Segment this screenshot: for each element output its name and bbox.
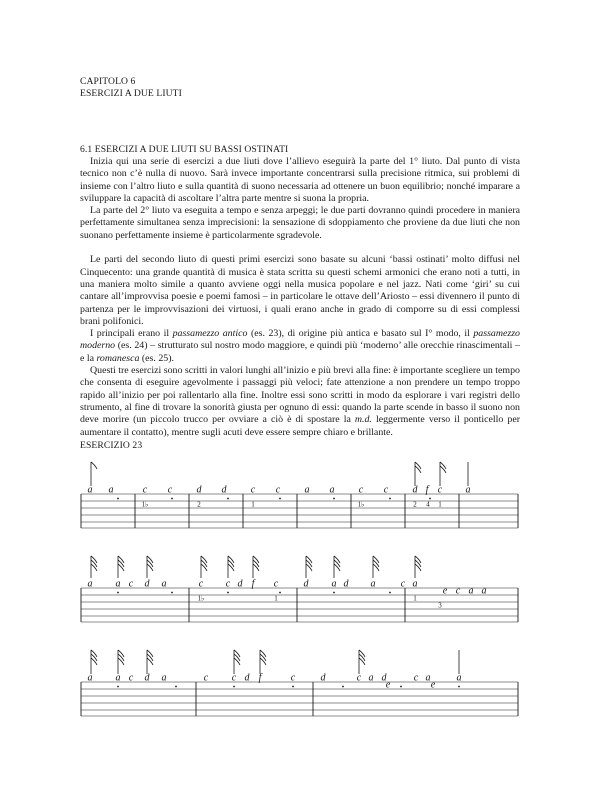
section-title: 6.1 ESERCIZI A DUE LIUTI SU BASSI OSTINATI xyxy=(80,144,289,155)
rhythm-flag-icon xyxy=(440,462,446,486)
tablature-system-2 xyxy=(0,552,600,652)
rhythm-flag-icon xyxy=(415,462,421,486)
tab-note: a xyxy=(108,484,114,496)
tab-note: e xyxy=(430,679,436,691)
tab-note: c xyxy=(128,672,134,684)
paragraph xyxy=(80,328,520,365)
tab-note: c xyxy=(383,484,389,496)
tab-dot xyxy=(171,592,173,594)
body-text xyxy=(80,156,520,439)
tab-note: d xyxy=(196,484,202,496)
tab-note: f xyxy=(258,672,262,684)
tab-dot xyxy=(227,498,229,500)
tab-note: a xyxy=(161,672,167,684)
tab-dot xyxy=(117,498,119,500)
tab-note: c xyxy=(167,484,173,496)
tablature-system-1 xyxy=(0,458,600,558)
rhythm-flag-icon xyxy=(228,556,234,578)
tab-note: a xyxy=(161,578,167,590)
text-run: (es. 23), di origine più antica e basato sul I° modo, il xyxy=(247,328,474,340)
tab-marks xyxy=(88,673,462,691)
tab-note: 2 xyxy=(197,500,201,509)
tab-note: c xyxy=(225,578,231,590)
tab-dot xyxy=(279,592,281,594)
text-run: leggermente verso il ponticello per aumentare il contatto), mentre sugli acuti deve essere sempre chiaro e brillante. xyxy=(80,414,520,438)
tab-note: c xyxy=(455,585,461,597)
tab-note: d xyxy=(144,672,150,684)
term-romanesca: romanesca xyxy=(96,352,140,364)
tab-marks xyxy=(88,485,471,509)
tab-note: a xyxy=(368,672,374,684)
tab-dot xyxy=(233,686,235,688)
tab-dot xyxy=(333,592,335,594)
rhythm-flag-icon xyxy=(334,556,340,578)
tab-dot xyxy=(117,592,119,594)
rhythm-flag-icon xyxy=(147,650,153,674)
tab-note: 4 xyxy=(426,500,430,509)
tab-note: a xyxy=(481,585,487,597)
rhythm-flag-icon xyxy=(306,556,312,578)
rhythm-flag-icon xyxy=(234,650,240,674)
text-run: (es. 24) – strutturato sul nostro modo maggiore, e quindi più ‘moderno’ alle orecchie rinascimentali – e la xyxy=(80,340,520,364)
tab-note: f xyxy=(425,484,429,496)
tab-note: a xyxy=(329,484,335,496)
rhythm-flag-icon xyxy=(91,462,97,486)
tab-dot xyxy=(292,686,294,688)
tab-dot xyxy=(117,686,119,688)
rhythm-flag-icon xyxy=(359,650,365,674)
text-run: (es. 25). xyxy=(139,352,174,364)
tab-note: 2 xyxy=(413,500,417,509)
paragraph: Le parti del secondo liuto di questi primi esercizi sono basate su alcuni ‘bassi ostinati’ molto diffusi nel Cinquecento: una grande quantità di musica è stata scritta su questi schemi armonici che erano noti a tutti, in una maniera molto simile a quanto avviene oggi nella musica popolare e nel jazz. Nati come ‘giri’ su cui cantare all’improvvisa poesie e poemi famosi – in particolare le ottave dell’Ariosto – essi divennero il punto di partenza per le improvvisazioni dei virtuosi, i quali erano anche in grado di comporre su di essi complessi brani polifonici. xyxy=(80,254,520,327)
tab-note: 1 xyxy=(438,500,442,509)
tab-note: c xyxy=(142,484,148,496)
tab-dot xyxy=(342,686,344,688)
tab-note: d xyxy=(412,484,418,496)
tab-dot xyxy=(333,498,335,500)
tab-note: d xyxy=(320,672,326,684)
tab-note: a xyxy=(468,585,474,597)
rhythm-flag-icon xyxy=(201,556,207,578)
tab-note: a xyxy=(115,672,121,684)
rhythm-flag-icon xyxy=(118,556,124,578)
tab-note: a xyxy=(465,484,471,496)
tab-note: 1♭ xyxy=(197,594,205,603)
tab-note: d xyxy=(381,672,387,684)
rhythm-flag-icon xyxy=(118,650,124,674)
tab-dot xyxy=(389,498,391,500)
tab-note: d xyxy=(221,484,227,496)
tab-note: 3 xyxy=(438,601,442,610)
rhythm-flag-icon xyxy=(91,650,97,674)
tab-dot xyxy=(389,592,391,594)
rhythm-flag-icon xyxy=(415,556,421,578)
rhythm-flag-icon xyxy=(253,556,259,578)
tab-note: 1♭ xyxy=(357,500,365,509)
tab-note: a xyxy=(370,578,376,590)
tab-dot xyxy=(171,498,173,500)
rhythm-flag-icon xyxy=(373,556,379,578)
tab-note: a xyxy=(304,484,310,496)
tab-note: d xyxy=(144,578,150,590)
tab-note: a xyxy=(87,484,93,496)
tab-note: 1 xyxy=(251,500,255,509)
tab-note: c xyxy=(198,578,204,590)
chapter-title: ESERCIZI A DUE LIUTI xyxy=(80,88,182,99)
tab-note: d xyxy=(244,672,250,684)
term-md: m.d. xyxy=(354,414,372,426)
tab-note: c xyxy=(231,672,237,684)
tab-dot xyxy=(400,686,402,688)
tab-note: c xyxy=(273,578,279,590)
tab-dot xyxy=(279,498,281,500)
text-run: Questi tre esercizi sono scritti in valori lunghi all’inizio e più brevi alla fine: è importante scegliere un tempo che consenta di eseguire agevolmente i passaggi più veloci; fate attenzione a non prendere un tempo troppo rapido all’inizio per poi rallentarlo alla fine. Inoltre essi sono scritti in modo da esplorare i vari registri dello strumento, al fine di trovare la sonorità giusta per ognuno di essi: quando la parte scende in basso il suono non deve morire (un piccolo trucco per ovviare a ciò è di spostare la xyxy=(80,365,520,426)
rhythm-flag-icon xyxy=(147,556,153,578)
rhythm-flag-icon xyxy=(260,650,266,674)
tab-note: a xyxy=(331,578,337,590)
tab-note: e xyxy=(442,585,448,597)
rhythm-flag-icon xyxy=(91,556,97,578)
tab-note: c xyxy=(356,672,362,684)
tab-note: a xyxy=(425,672,431,684)
tab-note: d xyxy=(343,578,349,590)
tab-note: c xyxy=(250,484,256,496)
tab-note: e xyxy=(385,679,391,691)
tab-note: c xyxy=(290,672,296,684)
tab-note: c xyxy=(275,484,281,496)
tab-dot xyxy=(458,686,460,688)
tablature-system-3 xyxy=(0,646,600,746)
tab-marks xyxy=(88,579,487,610)
term-passamezzo-moderno: passamezzo moderno xyxy=(80,328,520,352)
tab-note: c xyxy=(400,578,406,590)
chapter-number: CAPITOLO 6 xyxy=(80,76,136,87)
exercise-title: ESERCIZIO 23 xyxy=(80,440,143,451)
tab-note: a xyxy=(412,578,418,590)
tab-note: c xyxy=(413,672,419,684)
paragraph xyxy=(80,365,520,439)
tab-note: a xyxy=(115,578,121,590)
paragraph: La parte del 2° liuto va eseguita a tempo e senza arpeggi; le due parti dovranno quindi procedere in maniera perfettamente simultanea senza imprecisioni: la sensazione di sdoppiamento che proviene da due liuti che non suonano perfettamente insieme è particolarmente sgradevole. xyxy=(80,205,520,241)
tab-dot xyxy=(175,686,177,688)
tab-note: c xyxy=(128,578,134,590)
chapter-heading xyxy=(80,76,182,100)
tab-dot xyxy=(227,592,229,594)
tab-note: c xyxy=(203,672,209,684)
tab-note: 1 xyxy=(274,594,278,603)
paragraph: Inizia qui una serie di esercizi a due liuti dove l’allievo eseguirà la parte del 1° liuto. Dal punto di vista tecnico non c’è nulla di nuovo. Sarà invece importante concentrarsi sulla precisione ritmica, sui problemi di insieme con l’altro liuto e sulla quantità di suono necessaria ad ottenere un buon equilibrio; nonché imparare a sviluppare la capacità di ascoltare l’altra parte mentre si suona la propria. xyxy=(80,156,520,204)
tab-note: 1 xyxy=(413,594,417,603)
tab-dot xyxy=(429,498,431,500)
tab-note: c xyxy=(437,484,443,496)
tab-note: 1♭ xyxy=(141,500,149,509)
tab-note: d xyxy=(303,578,309,590)
tab-note: c xyxy=(358,484,364,496)
tab-note: a xyxy=(456,672,462,684)
tab-note: a xyxy=(87,672,93,684)
term-passamezzo-antico: passamezzo antico xyxy=(172,328,248,340)
tab-note: f xyxy=(251,578,255,590)
tab-note: d xyxy=(237,578,243,590)
tab-note: a xyxy=(87,578,93,590)
text-run: I principali erano il xyxy=(90,328,173,340)
